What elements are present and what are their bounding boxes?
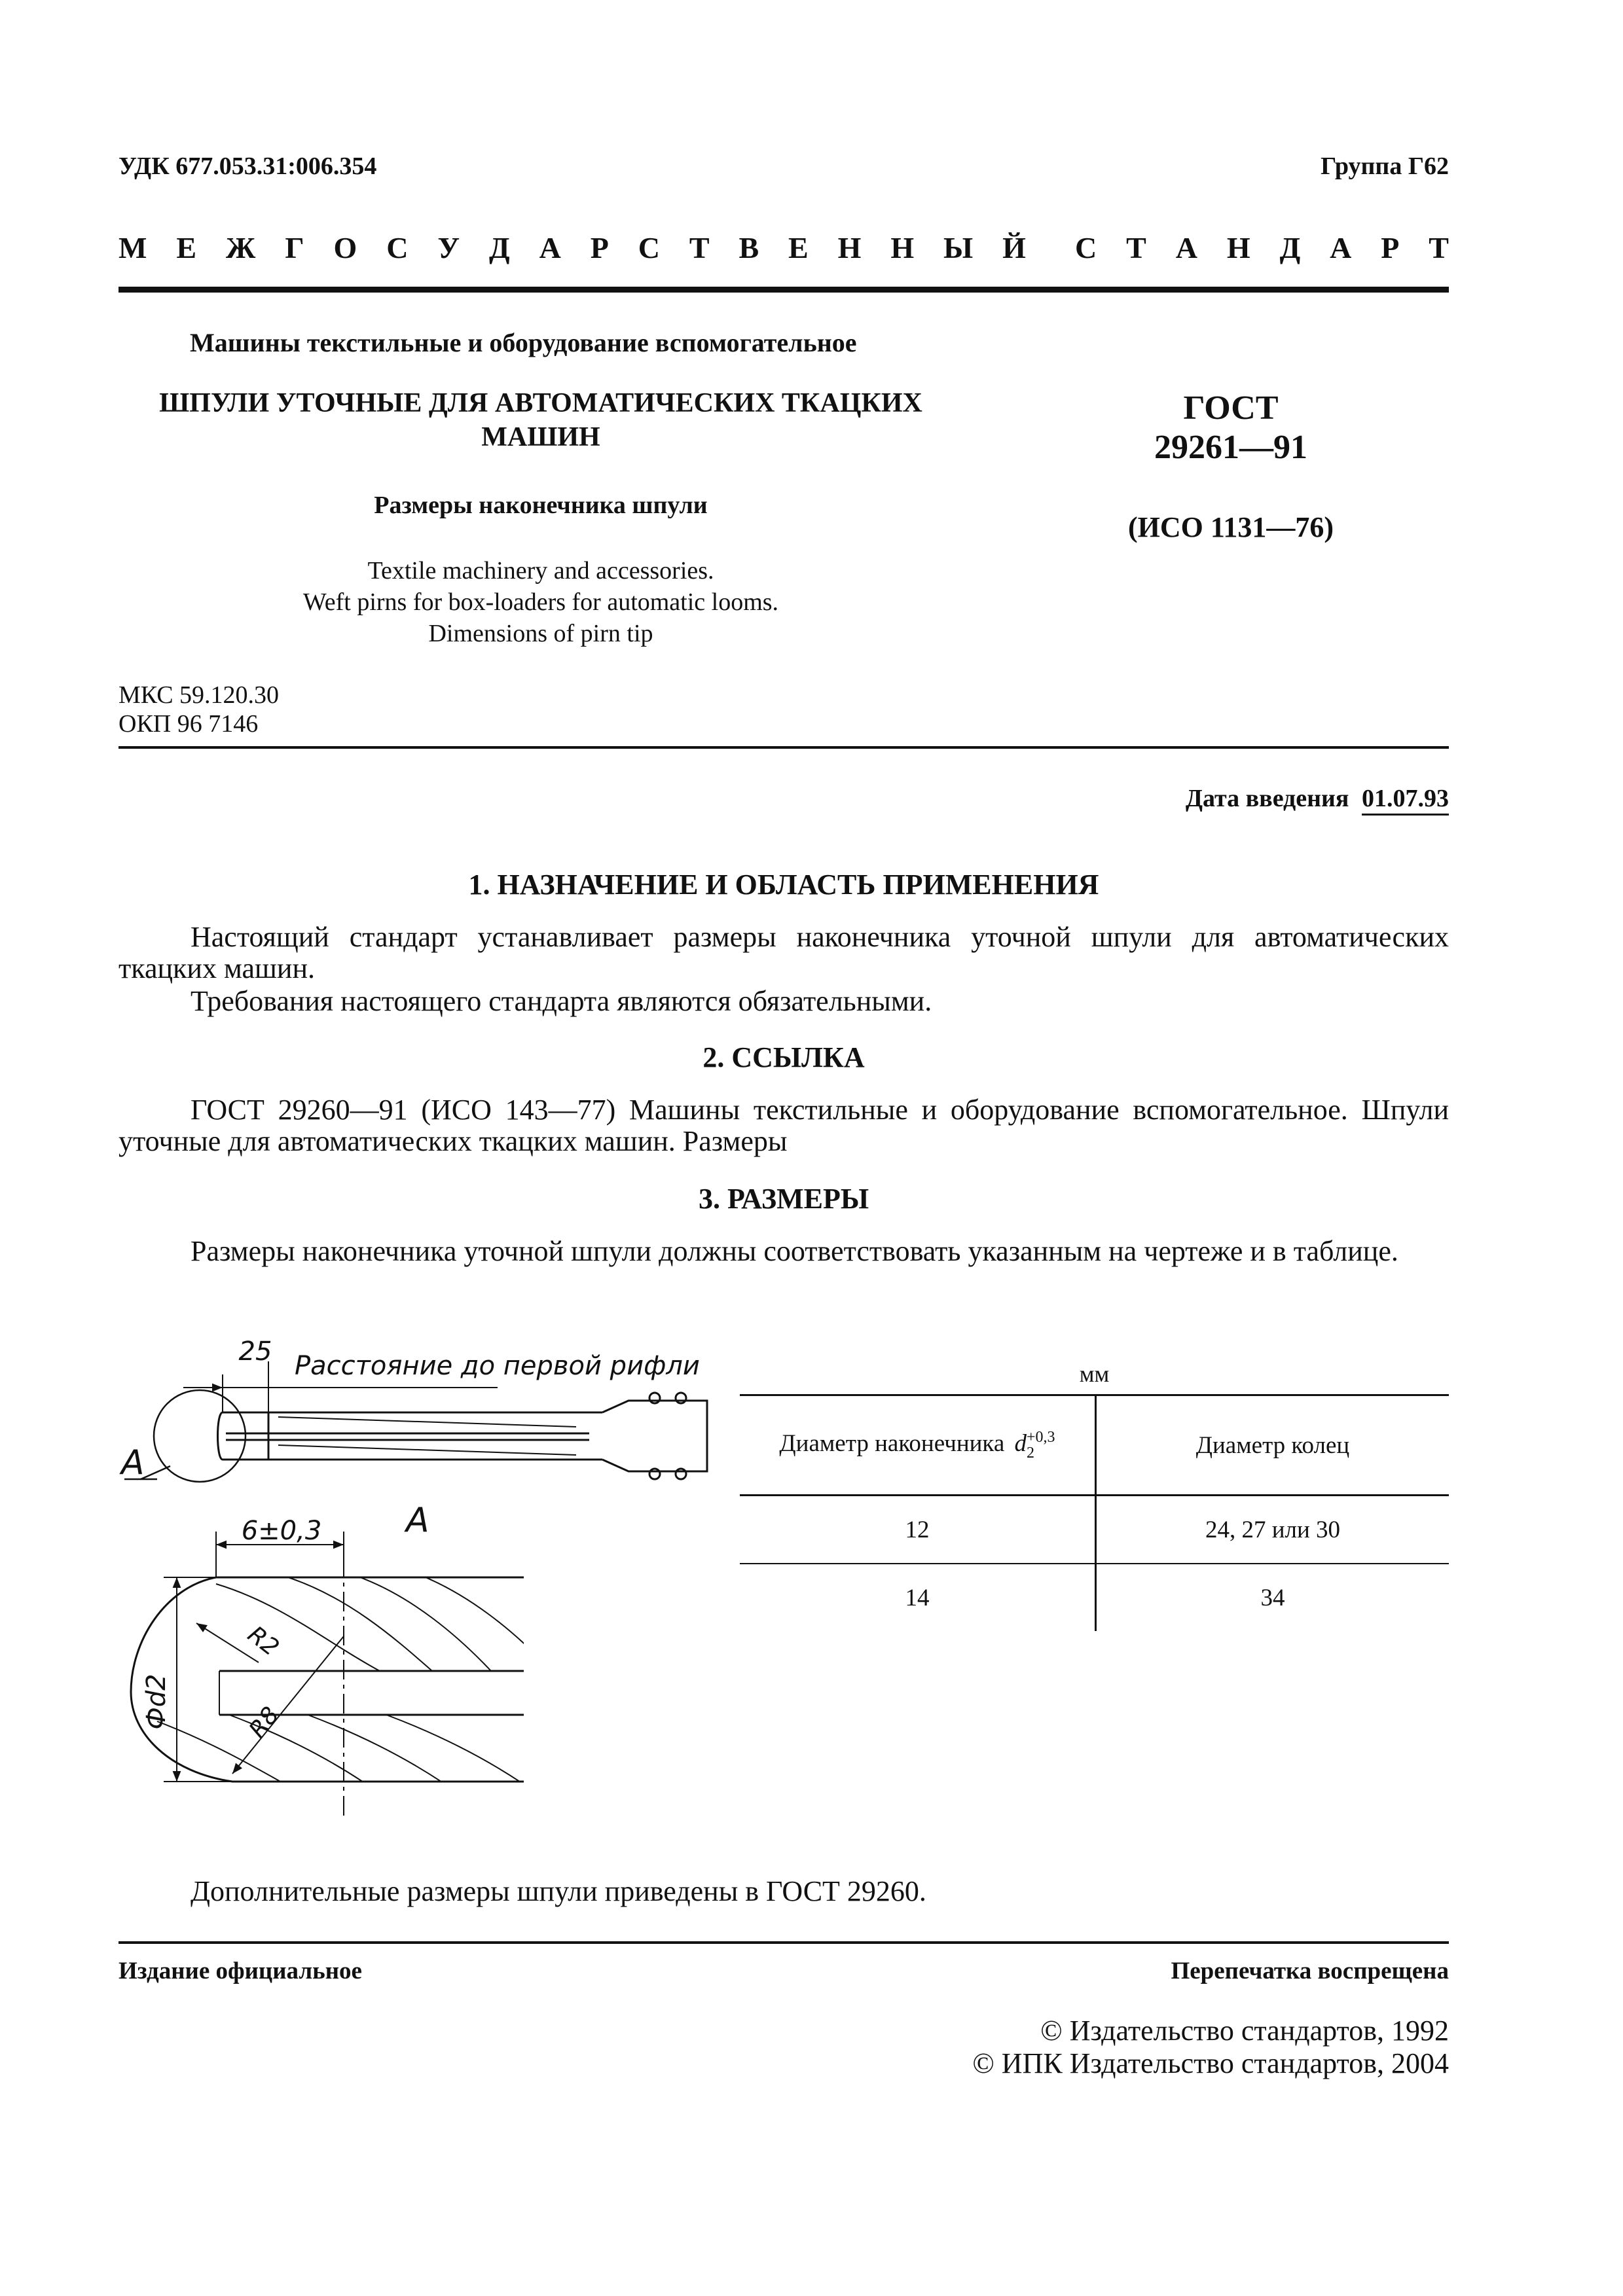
table-unit: мм: [1079, 1361, 1110, 1387]
dim-25-label: 25: [238, 1336, 272, 1367]
table-header-row: [740, 1395, 1449, 1496]
tolerance-sup: +0,3: [1027, 1429, 1055, 1446]
interstate-letter: Ж: [225, 231, 256, 264]
cell-d2: 12: [740, 1496, 1096, 1564]
additional-dimensions-note: Дополнительные размеры шпули приведены в ГОСТ 29260.: [191, 1875, 926, 1907]
hatch-1: [216, 1584, 380, 1671]
d2-symbol: [1014, 1429, 1055, 1462]
english-line-3: Dimensions of pirn tip: [428, 620, 653, 647]
section-1-paragraph-1: Настоящий стандарт устанавливает размеры наконечника уточной шпули для автоматических ткацких машин.: [119, 921, 1449, 984]
ring-3: [649, 1469, 660, 1479]
section-3-paragraph: Размеры наконечника уточной шпули должны соответствовать указанным на чертеже и в таблице.: [191, 1235, 1398, 1267]
title-block-rule: [119, 746, 1449, 749]
section-2-paragraph: ГОСТ 29260—91 (ИСО 143—77) Машины текстильные и оборудование вспомогательное. Шпули уточные для автоматических ткацких машин. Размеры: [119, 1094, 1449, 1157]
interstate-letter: У: [437, 231, 460, 264]
udk-code: УДК 677.053.31:006.354: [119, 152, 377, 180]
copyright-block: [972, 2015, 1449, 2080]
tolerance-stack: [1027, 1429, 1055, 1461]
interstate-letter: Д: [489, 231, 510, 264]
iso-reference: (ИСО 1131—76): [1127, 511, 1334, 543]
english-title: [119, 555, 963, 649]
footer-rule: [119, 1941, 1449, 1944]
interstate-letter: Н: [890, 231, 915, 264]
interstate-letter: Г: [285, 231, 304, 264]
hatch-3: [360, 1577, 491, 1671]
standard-letter: Д: [1279, 231, 1301, 264]
detail-a-leader: [141, 1466, 170, 1479]
table-row: [740, 1564, 1449, 1631]
groove-note: Расстояние до первой рифли: [295, 1351, 700, 1381]
cell-rings: 34: [1260, 1584, 1285, 1611]
hatching: [157, 1577, 537, 1793]
pirn-butt-end: [602, 1401, 707, 1471]
ring-1: [649, 1393, 660, 1403]
standard-letter: С: [1075, 231, 1097, 264]
date-label: Дата введения: [1185, 785, 1349, 812]
gost-label: ГОСТ: [1183, 389, 1279, 427]
standard-letter: Н: [1226, 231, 1250, 264]
gost-designation: [1074, 389, 1388, 467]
introduction-date: [1186, 784, 1449, 813]
interstate-letter: Й: [1002, 231, 1026, 264]
title-line-1: ШПУЛИ УТОЧНЫЕ ДЛЯ АВТОМАТИЧЕСКИХ ТКАЦКИХ: [159, 388, 922, 418]
official-edition: Издание официальное: [119, 1958, 362, 1984]
interstate-letter: Е: [788, 231, 809, 264]
table-row: [740, 1496, 1449, 1564]
section-1-heading: 1. НАЗНАЧЕНИЕ И ОБЛАСТЬ ПРИМЕНЕНИЯ: [468, 869, 1099, 901]
col-tip-diameter-header: [740, 1395, 1096, 1496]
col-tip-diameter-label: Диаметр наконечника: [779, 1429, 1005, 1457]
interstate-letter: С: [638, 231, 660, 264]
reprint-prohibited: Перепечатка воспрещена: [1171, 1958, 1449, 1984]
detail-a-title: А: [406, 1501, 429, 1540]
standard-letter: Т: [1429, 231, 1449, 264]
interstate-letter: Н: [837, 231, 862, 264]
interstate-letter: С: [386, 231, 409, 264]
d-letter: d: [1014, 1429, 1027, 1457]
group-code: Группа Г62: [1321, 152, 1449, 180]
standard-letter: Т: [1126, 231, 1146, 264]
mks-code: МКС 59.120.30: [119, 681, 280, 709]
standard-letter: А: [1330, 231, 1352, 264]
ring-4: [676, 1469, 686, 1479]
standard-heading: [1075, 230, 1449, 267]
copyright-1992: © Издательство стандартов, 1992: [1040, 2015, 1449, 2047]
document-title: [119, 386, 963, 454]
gost-number: 29261—91: [1154, 429, 1307, 466]
pirn-tip-contour: [218, 1412, 223, 1460]
title-line-2: МАШИН: [481, 422, 600, 452]
copyright-2004: © ИПК Издательство стандартов, 2004: [972, 2047, 1449, 2079]
col-ring-diameter-header: Диаметр колец: [1195, 1431, 1350, 1459]
document-subtitle: Размеры наконечника шпули: [374, 492, 708, 519]
classification-codes: [119, 681, 279, 738]
interstate-letter: Т: [689, 231, 710, 264]
date-value: 01.07.93: [1362, 785, 1449, 816]
d-subscript: 2: [1027, 1444, 1035, 1462]
interstate-letter: Е: [176, 231, 197, 264]
dim-r8-label: R8: [244, 1702, 285, 1744]
pirn-hatch-line-2: [278, 1445, 576, 1455]
section-3-heading: 3. РАЗМЕРЫ: [698, 1183, 869, 1215]
header-thick-rule: [119, 287, 1449, 293]
dim-d2-label: Фd2: [141, 1674, 172, 1730]
detail-a-label: А: [121, 1443, 145, 1482]
hatch-4: [426, 1577, 537, 1656]
ring-2: [676, 1393, 686, 1403]
interstate-letter: В: [739, 231, 759, 264]
okp-code: ОКП 96 7146: [119, 710, 259, 738]
interstate-letter: А: [539, 231, 561, 264]
category-line: Машины текстильные и оборудование вспомогательное: [190, 328, 857, 357]
english-line-1: Textile machinery and accessories.: [367, 557, 714, 584]
dim-r2-label: R2: [242, 1621, 284, 1662]
tip-profile: [131, 1577, 524, 1782]
section-2-heading: 2. ССЫЛКА: [702, 1041, 865, 1073]
dimensions-table: [740, 1394, 1449, 1631]
dim-6-label: 6±0,3: [241, 1516, 322, 1546]
interstate-letter: Р: [590, 231, 609, 264]
section-1-paragraph-2: Требования настоящего стандарта являются обязательными.: [191, 985, 932, 1017]
interstate-letter: М: [119, 231, 147, 264]
interstate-heading: [119, 230, 1026, 267]
hatch-2: [288, 1577, 432, 1671]
detail-a-view: [131, 1532, 537, 1820]
interstate-letter: Ы: [943, 231, 974, 264]
pirn-tip-drawing: [118, 1335, 727, 1852]
standard-letter: А: [1175, 231, 1197, 264]
cell-rings: 24, 27 или 30: [1205, 1516, 1341, 1543]
pirn-hatch-line: [278, 1417, 576, 1427]
cell-d2: 14: [740, 1564, 1096, 1631]
standard-letter: Р: [1381, 231, 1400, 264]
english-line-2: Weft pirns for box-loaders for automatic looms.: [302, 588, 779, 616]
interstate-letter: О: [333, 231, 357, 264]
